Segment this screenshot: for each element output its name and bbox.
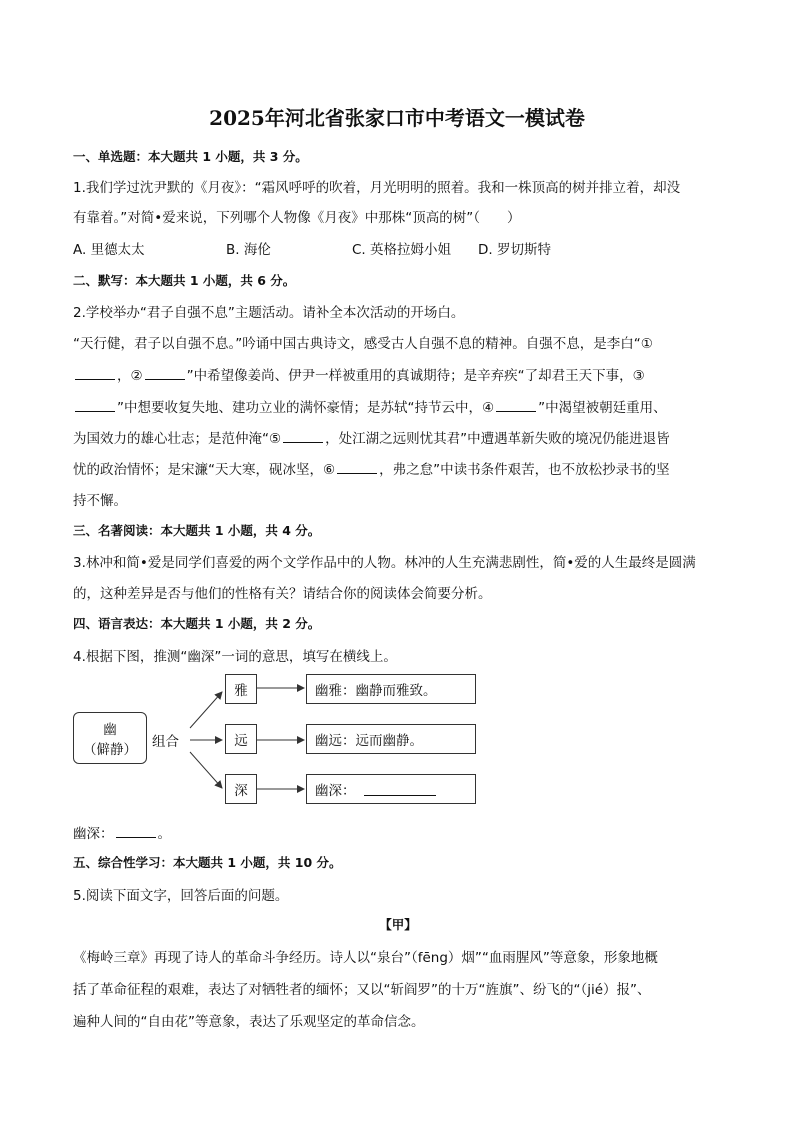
result-shen-label: 幽深： — [315, 783, 356, 799]
section-heading-2: 二、默写：本大题共 1 小题，共 6 分。 — [73, 273, 296, 288]
blank-3[interactable] — [75, 399, 115, 412]
q2-line5 — [73, 458, 723, 478]
q1-option-c[interactable]: C. 英格拉姆小姐 — [352, 242, 452, 258]
q2-line6: 持不懈。 — [73, 493, 127, 509]
q4-answer-suffix: 。 — [157, 826, 171, 842]
q2-line4 — [73, 427, 723, 447]
section-heading-4: 四、语言表达：本大题共 1 小题，共 2 分。 — [73, 616, 321, 631]
blank-1[interactable] — [75, 367, 115, 380]
q2-line2-part-b: ”中希望像姜尚、伊尹一样被重用的真诚期待；是辛弃疾“了却君王天下事，③ — [186, 368, 645, 384]
blank-6[interactable] — [337, 461, 377, 474]
passage-line2: 括了革命征程的艰难，表达了对牺牲者的缅怀；又以“斩阎罗”的十万“旌旗”、纷飞的“（jié）报”、 — [73, 982, 651, 998]
q2-line4-part-b: ，处江湖之远则忧其君”中遭遇革新失败的境况仍能进退皆 — [325, 431, 670, 447]
q2-line3-part-b: ”中渴望被朝廷重用、 — [538, 400, 667, 416]
q4-answer-prefix: 幽深： — [73, 826, 114, 842]
source-char-box — [73, 712, 147, 764]
q2-line4-part-a: 为国效力的雄心壮志；是范仲淹“⑤ — [73, 431, 282, 447]
passage-line3: 遍种人间的“自由花”等意象，表达了乐观坚定的革命信念。 — [73, 1014, 425, 1030]
q1-option-d[interactable]: D. 罗切斯特 — [478, 242, 551, 258]
q3-stem-line1: 3.林冲和简•爱是同学们喜爱的两个文学作品中的人物。林冲的人生充满悲剧性，简•爱的人生最终是圆满 — [73, 555, 696, 571]
section-heading-5: 五、综合性学习：本大题共 1 小题，共 10 分。 — [73, 855, 342, 870]
q2-line5-part-b: ，弗之怠”中读书条件艰苦，也不放松抄录书的坚 — [379, 462, 670, 478]
q2-line3-part-a: ”中想要收复失地、建功立业的满怀豪情；是苏轼“持节云中，④ — [117, 400, 495, 416]
q4-answer-blank[interactable] — [116, 825, 156, 838]
blank-4[interactable] — [496, 399, 536, 412]
q1-option-b[interactable]: B. 海伦 — [226, 242, 271, 258]
blank-2[interactable] — [145, 367, 185, 380]
source-char: 幽 — [103, 722, 117, 738]
arrow-to-shen — [190, 752, 222, 788]
result-box-ya: 幽雅：幽静而雅致。 — [306, 674, 476, 704]
q1-stem-line1: 1.我们学过沈尹默的《月夜》：“霜风呼呼的吹着，月光明明的照着。我和一株顶高的树并排立着，却没 — [73, 180, 681, 196]
combine-label: 组合 — [152, 734, 179, 750]
section-heading-3: 三、名著阅读：本大题共 1 小题，共 4 分。 — [73, 523, 321, 538]
section-heading-1: 一、单选题：本大题共 1 小题，共 3 分。 — [73, 149, 308, 164]
result-box-yuan: 幽远：远而幽静。 — [306, 724, 476, 754]
blank-5[interactable] — [283, 430, 323, 443]
q2-line2-part-a: ，② — [117, 368, 143, 384]
q3-stem-line2: 的，这种差异是否与他们的性格有关？请结合你的阅读体会简要分析。 — [73, 586, 492, 602]
q1-stem-line2: 有靠着。”对简•爱来说，下列哪个人物像《月夜》中那株“顶高的树”（ ） — [73, 210, 521, 226]
q2-stem: 2.学校举办“君子自强不息”主题活动。请补全本次活动的开场白。 — [73, 305, 465, 321]
q2-line1: “天行健，君子以自强不息。”吟诵中国古典诗文，感受古人自强不息的精神。自强不息，是李白“① — [73, 336, 653, 352]
source-meaning: （僻静） — [83, 742, 137, 758]
word-formation-diagram — [70, 668, 480, 808]
page-title: 2025年河北省张家口市中考语文一模试卷 — [209, 106, 585, 130]
result-box-shen — [306, 774, 476, 804]
char-box-shen: 深 — [225, 774, 257, 804]
char-box-ya: 雅 — [225, 674, 257, 704]
result-shen-blank[interactable] — [364, 782, 436, 796]
q5-stem: 5.阅读下面文字，回答后面的问题。 — [73, 888, 289, 904]
q4-stem: 4.根据下图，推测“幽深”一词的意思，填写在横线上。 — [73, 649, 397, 665]
char-box-yuan: 远 — [225, 724, 257, 754]
q1-option-a[interactable]: A. 里德太太 — [73, 242, 145, 258]
arrow-to-ya — [190, 692, 222, 728]
q2-line2 — [73, 364, 723, 384]
passage-line1: 《梅岭三章》再现了诗人的革命斗争经历。诗人以“泉台”（fēng）烟”“血雨腥风”等意象，形象地概 — [73, 950, 658, 966]
passage-heading: 【甲】 — [379, 917, 417, 932]
q2-line3 — [73, 396, 723, 416]
q4-answer-line — [73, 822, 723, 842]
q2-line5-part-a: 忧的政治情怀；是宋濂“天大寒，砚冰坚，⑥ — [73, 462, 336, 478]
